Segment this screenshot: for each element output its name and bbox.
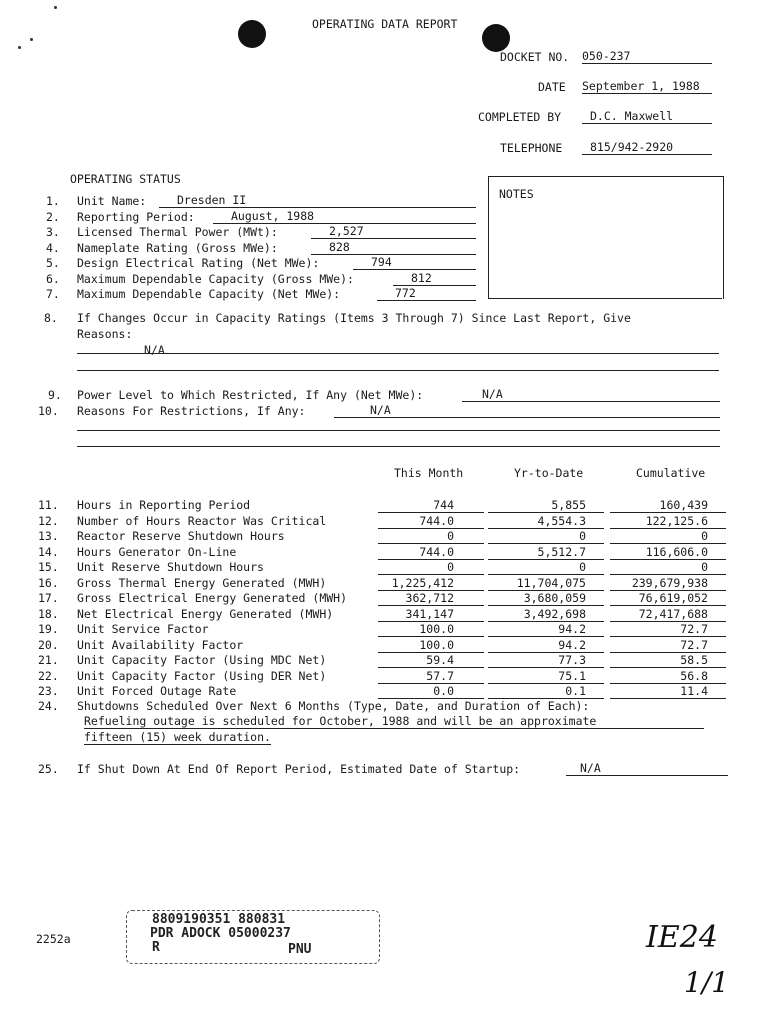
status-item-number: 3.: [46, 225, 60, 239]
table-row-number: 22.: [38, 668, 59, 683]
status-item-value: [213, 209, 476, 224]
table-cell-yr-to-date: 0: [488, 529, 604, 544]
form-code: 2252a: [36, 932, 71, 946]
item-25-label: If Shut Down At End Of Report Period, Estimated Date of Startup:: [77, 762, 521, 776]
table-cell-cumulative: 58.5: [610, 653, 726, 668]
status-item-value-text: Dresden II: [177, 193, 247, 207]
item-25-number: 25.: [38, 762, 59, 776]
status-item-value-text: 828: [329, 239, 350, 254]
table-cell-cumulative: 72,417,688: [610, 607, 726, 622]
column-this-month: This Month: [394, 466, 464, 480]
item-10-value: [334, 403, 720, 418]
status-item-value: [311, 224, 476, 239]
table-cell-yr-to-date: 77.3: [488, 653, 604, 668]
item-10-answer-line: [77, 430, 720, 431]
table-row-number: 13.: [38, 529, 59, 543]
table-row-number: 23.: [38, 684, 59, 698]
item-24-line2: fifteen (15) week duration.: [84, 730, 271, 744]
item-10-label: Reasons For Restrictions, If Any:: [77, 404, 306, 418]
status-item-label: Maximum Dependable Capacity (Net MWe):: [77, 287, 341, 301]
docket-value: [582, 49, 712, 64]
table-row-label: Unit Service Factor: [77, 622, 209, 636]
table-cell-cumulative: 160,439: [610, 498, 726, 513]
table-cell-yr-to-date: 5,855: [488, 498, 604, 513]
item-10-value-text: N/A: [370, 403, 391, 417]
notes-bottom-rule: [488, 298, 722, 299]
completed-by-value: [582, 109, 712, 124]
telephone-text: 815/942-2920: [590, 140, 674, 154]
status-item-number: 4.: [46, 240, 60, 255]
status-item-label: Nameplate Rating (Gross MWe):: [77, 240, 278, 255]
handwritten-code: IE24: [646, 920, 718, 955]
docket-value-text: 050-237: [582, 49, 631, 63]
table-row-number: 16.: [38, 575, 59, 590]
table-cell-yr-to-date: 94.2: [488, 622, 604, 637]
table-cell-cumulative: 11.4: [610, 684, 726, 699]
table-row-label: Unit Forced Outage Rate: [77, 684, 237, 698]
column-cumulative: Cumulative: [636, 466, 706, 480]
table-cell-this-month: 57.7: [378, 669, 484, 684]
table-cell-yr-to-date: 5,512.7: [488, 545, 604, 560]
status-item-value-text: August, 1988: [231, 208, 315, 223]
table-cell-cumulative: 0: [610, 560, 726, 575]
item-9-label: Power Level to Which Restricted, If Any (Net MWe):: [77, 388, 424, 402]
status-item-number: 5.: [46, 256, 60, 270]
stamp-line-3: R: [152, 940, 160, 955]
table-row-label: Hours in Reporting Period: [77, 498, 251, 512]
punch-hole-right: [482, 24, 510, 52]
item-24-label: Shutdowns Scheduled Over Next 6 Months (Type, Date, and Duration of Each):: [77, 699, 590, 713]
stamp-line-2: PDR ADOCK 05000237: [150, 926, 291, 941]
status-item-value: [393, 271, 476, 286]
scan-speck: [54, 6, 57, 9]
item-8-answer-line: [77, 353, 719, 354]
table-row-number: 14.: [38, 544, 59, 559]
status-item-value-text: 794: [371, 255, 392, 269]
scan-speck: [30, 38, 33, 41]
status-item-number: 1.: [46, 194, 60, 208]
telephone-value: [582, 140, 712, 155]
status-item-value: [159, 193, 476, 208]
table-row-number: 21.: [38, 653, 59, 667]
status-item-number: 6.: [46, 271, 60, 286]
table-cell-this-month: 341,147: [378, 607, 484, 622]
table-cell-this-month: 1,225,412: [378, 576, 484, 591]
date-label: DATE: [538, 80, 566, 94]
table-row-label: Reactor Reserve Shutdown Hours: [77, 529, 285, 543]
column-yr-to-date: Yr-to-Date: [514, 466, 584, 480]
table-cell-cumulative: 72.7: [610, 622, 726, 637]
status-item-number: 2.: [46, 209, 60, 224]
table-row-label: Unit Capacity Factor (Using DER Net): [77, 668, 327, 683]
item-25-value: [566, 761, 728, 776]
status-item-label: Unit Name:: [77, 194, 147, 208]
table-cell-this-month: 0.0: [378, 684, 484, 699]
table-row-label: Gross Electrical Energy Generated (MWH): [77, 591, 348, 605]
stamp-line-1: 8809190351 880831: [152, 912, 286, 927]
status-item-number: 7.: [46, 287, 60, 301]
notes-box: [488, 176, 724, 299]
operating-status-heading: OPERATING STATUS: [70, 172, 181, 186]
status-item-value: [311, 240, 476, 255]
table-cell-yr-to-date: 11,704,075: [488, 576, 604, 591]
telephone-label: TELEPHONE: [500, 141, 563, 155]
table-cell-yr-to-date: 4,554.3: [488, 514, 604, 529]
table-cell-this-month: 362,712: [378, 591, 484, 606]
item-9-value: [462, 387, 720, 402]
item-8-number: 8.: [44, 311, 58, 325]
table-cell-this-month: 59.4: [378, 653, 484, 668]
table-row-label: Net Electrical Energy Generated (MWH): [77, 606, 334, 621]
table-cell-yr-to-date: 94.2: [488, 638, 604, 653]
table-cell-yr-to-date: 0: [488, 560, 604, 575]
status-item-value-text: 812: [411, 270, 432, 285]
table-row-number: 15.: [38, 560, 59, 574]
date-value: [582, 79, 712, 94]
table-row-label: Hours Generator On-Line: [77, 544, 237, 559]
status-item-value: [353, 255, 476, 270]
item-10-answer-line-2: [77, 446, 720, 447]
table-cell-cumulative: 72.7: [610, 638, 726, 653]
item-24-number: 24.: [38, 699, 59, 713]
status-item-value-text: 2,527: [329, 224, 364, 238]
table-row-label: Unit Availability Factor: [77, 637, 244, 652]
handwritten-fraction: 1/1: [684, 966, 730, 999]
table-cell-yr-to-date: 75.1: [488, 669, 604, 684]
status-item-label: Maximum Dependable Capacity (Gross MWe):: [77, 271, 354, 286]
status-item-value-text: 772: [395, 286, 416, 300]
table-row-label: Unit Capacity Factor (Using MDC Net): [77, 653, 327, 667]
table-row-number: 11.: [38, 498, 59, 512]
table-cell-cumulative: 239,679,938: [610, 576, 726, 591]
status-item-value: [377, 286, 476, 301]
table-row-label: Unit Reserve Shutdown Hours: [77, 560, 264, 574]
item-25-value-text: N/A: [580, 761, 601, 775]
item-8-answer-line-2: [77, 370, 719, 371]
table-cell-this-month: 744.0: [378, 514, 484, 529]
table-cell-yr-to-date: 3,680,059: [488, 591, 604, 606]
completed-by-text: D.C. Maxwell: [590, 109, 674, 123]
table-cell-cumulative: 122,125.6: [610, 514, 726, 529]
report-title: OPERATING DATA REPORT: [312, 17, 458, 31]
table-cell-this-month: 0: [378, 529, 484, 544]
date-value-text: September 1, 1988: [582, 79, 700, 93]
table-row-label: Gross Thermal Energy Generated (MWH): [77, 575, 327, 590]
table-cell-cumulative: 76,619,052: [610, 591, 726, 606]
item-10-number: 10.: [38, 404, 59, 418]
table-cell-this-month: 744.0: [378, 545, 484, 560]
table-cell-this-month: 0: [378, 560, 484, 575]
table-cell-this-month: 744: [378, 498, 484, 513]
item-8-value: N/A: [144, 343, 165, 357]
table-cell-yr-to-date: 3,492,698: [488, 607, 604, 622]
item-8-text-line2: Reasons:: [77, 327, 133, 341]
status-item-label: Reporting Period:: [77, 209, 195, 224]
item-9-value-text: N/A: [482, 387, 503, 401]
notes-label: NOTES: [499, 187, 534, 201]
item-24-line1: Refueling outage is scheduled for October, 1988 and will be an approximate: [84, 714, 704, 729]
table-cell-this-month: 100.0: [378, 638, 484, 653]
table-cell-yr-to-date: 0.1: [488, 684, 604, 699]
table-row-number: 18.: [38, 606, 59, 621]
table-cell-cumulative: 56.8: [610, 669, 726, 684]
table-row-number: 17.: [38, 591, 59, 605]
status-item-label: Licensed Thermal Power (MWt):: [77, 225, 278, 239]
item-9-number: 9.: [48, 388, 62, 402]
scan-speck: [18, 46, 21, 49]
docket-label: DOCKET NO.: [500, 50, 570, 64]
table-cell-cumulative: 0: [610, 529, 726, 544]
table-row-label: Number of Hours Reactor Was Critical: [77, 513, 327, 528]
table-cell-this-month: 100.0: [378, 622, 484, 637]
stamp-line-4: PNU: [288, 942, 312, 957]
completed-by-label: COMPLETED BY: [478, 110, 562, 124]
punch-hole-left: [238, 20, 266, 48]
table-row-number: 19.: [38, 622, 59, 636]
item-8-text-line1: If Changes Occur in Capacity Ratings (Items 3 Through 7) Since Last Report, Give: [77, 311, 631, 325]
status-item-label: Design Electrical Rating (Net MWe):: [77, 256, 320, 270]
table-cell-cumulative: 116,606.0: [610, 545, 726, 560]
table-row-number: 12.: [38, 513, 59, 528]
table-row-number: 20.: [38, 637, 59, 652]
